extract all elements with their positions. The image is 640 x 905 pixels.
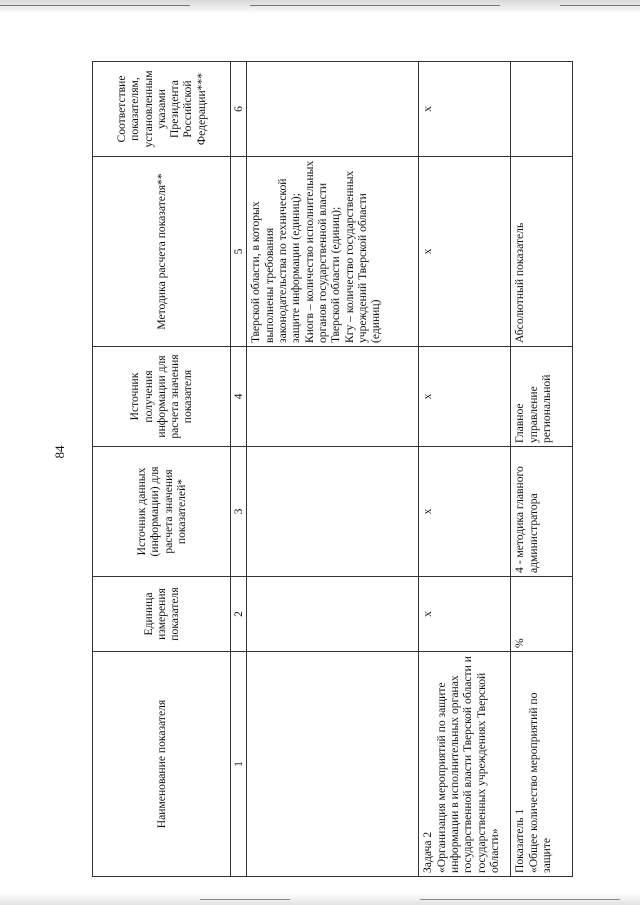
table-cell — [247, 62, 419, 157]
header-indicator-name: Наименование показателя — [93, 652, 231, 877]
task-name-cell: Задача 2 «Организация мероприятий по защите информации в исполнительных органах государственной власти Тверской области и государственных учреждениях Тверской области» — [419, 652, 511, 877]
table-cell — [511, 62, 573, 157]
scan-edge-line — [200, 899, 290, 900]
table-cell — [247, 347, 419, 447]
table-cell: х — [419, 157, 511, 347]
table-row — [247, 62, 419, 877]
indicator-name-cell: Показатель 1 «Общее количество мероприятий по защите — [511, 652, 573, 877]
header-method: Методика расчета показателя** — [93, 157, 231, 347]
column-number: 1 — [231, 652, 247, 877]
scan-edge-top — [0, 0, 640, 14]
data-source-cell: 4 - методика главного администратора — [511, 447, 573, 577]
indicator-table-rotated — [92, 62, 572, 877]
scan-edge-line — [420, 899, 620, 900]
header-unit: Единица измерения показателя — [93, 577, 231, 652]
column-number: 6 — [231, 62, 247, 157]
scan-edge-line — [0, 5, 190, 6]
table-cell — [247, 577, 419, 652]
info-source-cell: Главное управление региональной — [511, 347, 573, 447]
table-cell — [247, 447, 419, 577]
scan-edge-bottom — [0, 893, 640, 905]
column-number: 5 — [231, 157, 247, 347]
method-cell: Тверской области, в которых выполнены требования законодательства по технической защите информации (единиц); Киогв – количество исполнительных органов государственной власти Тверской области (единиц); Кгу – количество государственных учреждений Тверской области (единиц) — [247, 157, 419, 347]
column-number-row — [231, 62, 247, 877]
column-number: 3 — [231, 447, 247, 577]
table-cell: х — [419, 577, 511, 652]
table-cell: х — [419, 347, 511, 447]
column-number: 2 — [231, 577, 247, 652]
header-decree-compliance: Соответствие показателям, установленным указами Президента Российской Федерации*** — [93, 62, 231, 157]
table-cell: х — [419, 62, 511, 157]
page-number: 84 — [52, 445, 67, 459]
scan-edge-line — [250, 5, 500, 6]
table-cell: х — [419, 447, 511, 577]
header-info-source: Источник получения информации для расчета значения показателя — [93, 347, 231, 447]
table-header-row — [93, 62, 231, 877]
scan-edge-line — [560, 5, 640, 6]
unit-cell: % — [511, 577, 573, 652]
table-row — [511, 62, 573, 877]
table-row — [419, 62, 511, 877]
indicator-table — [92, 61, 573, 877]
method-cell: Абсолютный показатель — [511, 157, 573, 347]
column-number: 4 — [231, 347, 247, 447]
header-data-source: Источник данных (информации) для расчета значения показателей* — [93, 447, 231, 577]
table-cell — [247, 652, 419, 877]
